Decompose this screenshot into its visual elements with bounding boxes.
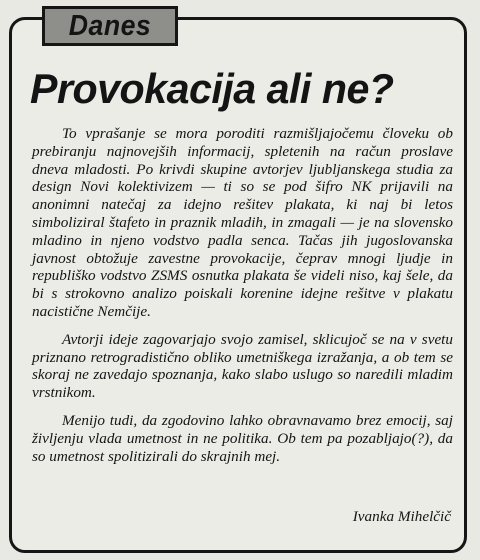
paragraph-2: Avtorji ideje zagovarjajo svojo zamisel, sklicujoč se na v svetu priznano retrogradistično obliko umetniškega izražanja, a ob tem se skoraj ne zavedajo spoznanja, kako slabo uslugo so naredili mladim vrstnikom. [32, 330, 453, 402]
author-signature: Ivanka Mihelčič [352, 508, 451, 525]
headline: Provokacija ali ne? [30, 65, 394, 112]
section-label: Danes [68, 9, 152, 42]
section-label-box [42, 6, 178, 46]
article-body [32, 125, 453, 475]
paragraph-1: To vprašanje se mora poroditi razmišljajočemu človeku ob prebiranju najnovejših informacij, spletenih na račun proslave dneva mladosti. Po krivdi skupine avtorjev ljubljanskega studia za design Novi kolektivizem — ti so se pod šifro NK prijavili na anonimni natečaj za idejno rešitev plakata, ki naj bi letos simboliziral štafeto in praznik mladih, in zmagali — je na slovensko mladino in njeno vodstvo padla senca. Tačas jih jugoslovanska javnost obtožuje zavestne provokacije, čeprav mnogi ljudje in republiško vodstvo ZSMS osnutka plakata še videli niso, kaj šele, da bi s strokovno analizo poiskali korenine idejne rešitve v plakatu nacistične Nemčije. [32, 125, 453, 320]
paragraph-3: Menijo tudi, da zgodovino lahko obravnavamo brez emocij, saj življenju vlada umetnost in ne politika. Ob tem pa pozabljajo(?), da so umetnost spolitizirali do skrajnih mej. [32, 411, 453, 465]
